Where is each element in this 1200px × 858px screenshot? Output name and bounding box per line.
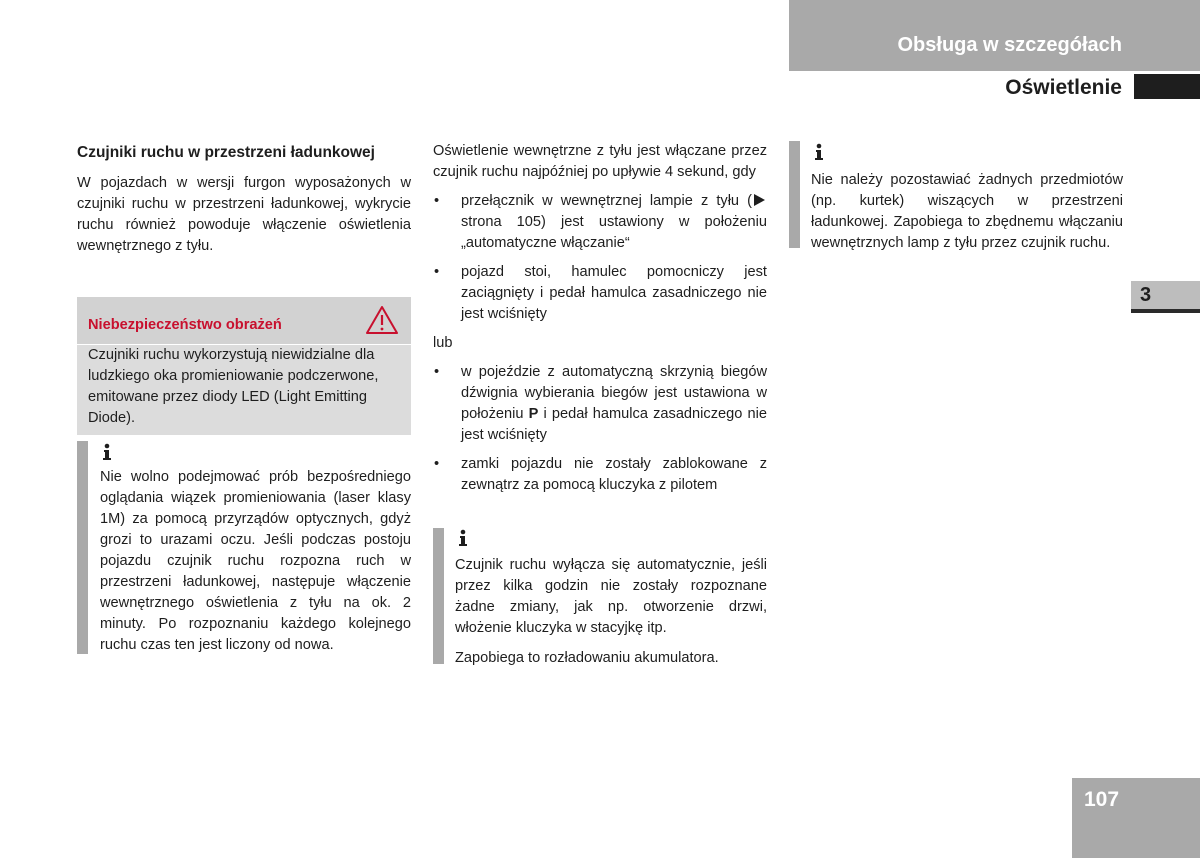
list-item: • zamki pojazdu nie zostały zablokowane z zewnątrz za pomocą kluczyka z pilotem: [433, 454, 767, 496]
info-bar: [789, 141, 800, 248]
page-number: 107: [1084, 788, 1120, 811]
info-text: Nie należy pozostawiać żadnych przedmiotów (np. kurtek) wiszących w przestrzeni ładunkowej. Zapobiega to zbędnemu włączaniu wewnętrznych lamp z tyłu przez czujnik ruchu.: [811, 172, 1123, 251]
info-paragraph: Zapobiega to rozładowaniu akumulatora.: [455, 650, 719, 666]
conditions-list: [433, 191, 767, 325]
info-paragraph: Czujnik ruchu wyłącza się automatycznie, jeśli przez kilka godzin nie zostały rozpoznane żadne zmiany, jak np. otworzenie drzwi, włożenie kluczyka w stacyjkę itp.: [455, 557, 767, 636]
intro-paragraph: W pojazdach w wersji furgon wyposażonych w czujniki ruchu w przestrzeni ładunkowej, wykrycie ruchu również powoduje włączenie oświetlenia wewnętrznego z tyłu.: [77, 175, 411, 254]
info-text: [455, 555, 767, 669]
page-heading: Oświetlenie: [1005, 76, 1122, 99]
column-middle: [433, 141, 767, 504]
warning-header: [77, 297, 411, 345]
info-icon: [99, 443, 115, 461]
or-word: lub: [433, 335, 453, 351]
warning-text: Czujniki ruchu wykorzystują niewidzialne dla ludzkiego oka promieniowanie podczerwone, emitowane przez diody LED (Light Emitting Diode).: [88, 347, 379, 426]
subsection-title: Czujniki ruchu w przestrzeni ładunkowej: [77, 144, 375, 161]
page-reference-arrow-icon: [754, 194, 765, 206]
warning-triangle-icon: [365, 305, 399, 335]
list-item: • w pojeździe z automatyczną skrzynią biegów dźwignia wybierania biegów jest ustawiona w położeniu P i pedał hamulca zasadniczego nie jest wciśnięty: [433, 362, 767, 446]
chapter-number: 3: [1140, 284, 1152, 306]
conditions-intro: Oświetlenie wewnętrzne z tyłu jest włączane przez czujnik ruchu najpóźniej po upływie 4 sekund, gdy: [433, 143, 767, 180]
info-icon: [811, 143, 827, 161]
warning-box: [77, 297, 411, 435]
info-icon: [455, 529, 471, 547]
list-item: • przełącznik w wewnętrznej lampie z tyłu ( strona 105) jest ustawiony w położeniu „automatyczne włączanie“: [433, 191, 767, 254]
warning-title: Niebezpieczeństwo obrażeń: [88, 317, 282, 333]
info-bar: [77, 441, 88, 654]
info-text: Nie wolno podejmować prób bezpośredniego oglądania wiązek promieniowania (laser klasy 1M) za pomocą przyrządów optycznych, gdyż grozi to urazami oczu. Jeśli podczas postoju pojazdu czujnik ruchu rozpozna ruch w przestrzeni ładunkowej, następuje włączenie wewnętrznego oświetlenia z tyłu na ok. 2 minuty. Po rozpoznaniu każdego kolejnego ruchu czas ten jest liczony od nowa.: [100, 469, 411, 653]
heading-accent-bar: [1134, 74, 1200, 99]
conditions-list-2: [433, 362, 767, 496]
chapter-tab-underline: [1131, 309, 1200, 313]
section-title: Obsługa w szczegółach: [897, 34, 1122, 56]
column-left: [77, 141, 411, 257]
list-item: • pojazd stoi, hamulec pomocniczy jest zaciągnięty i pedał hamulca zasadniczego nie jest wciśnięty: [433, 262, 767, 325]
info-bar: [433, 528, 444, 664]
